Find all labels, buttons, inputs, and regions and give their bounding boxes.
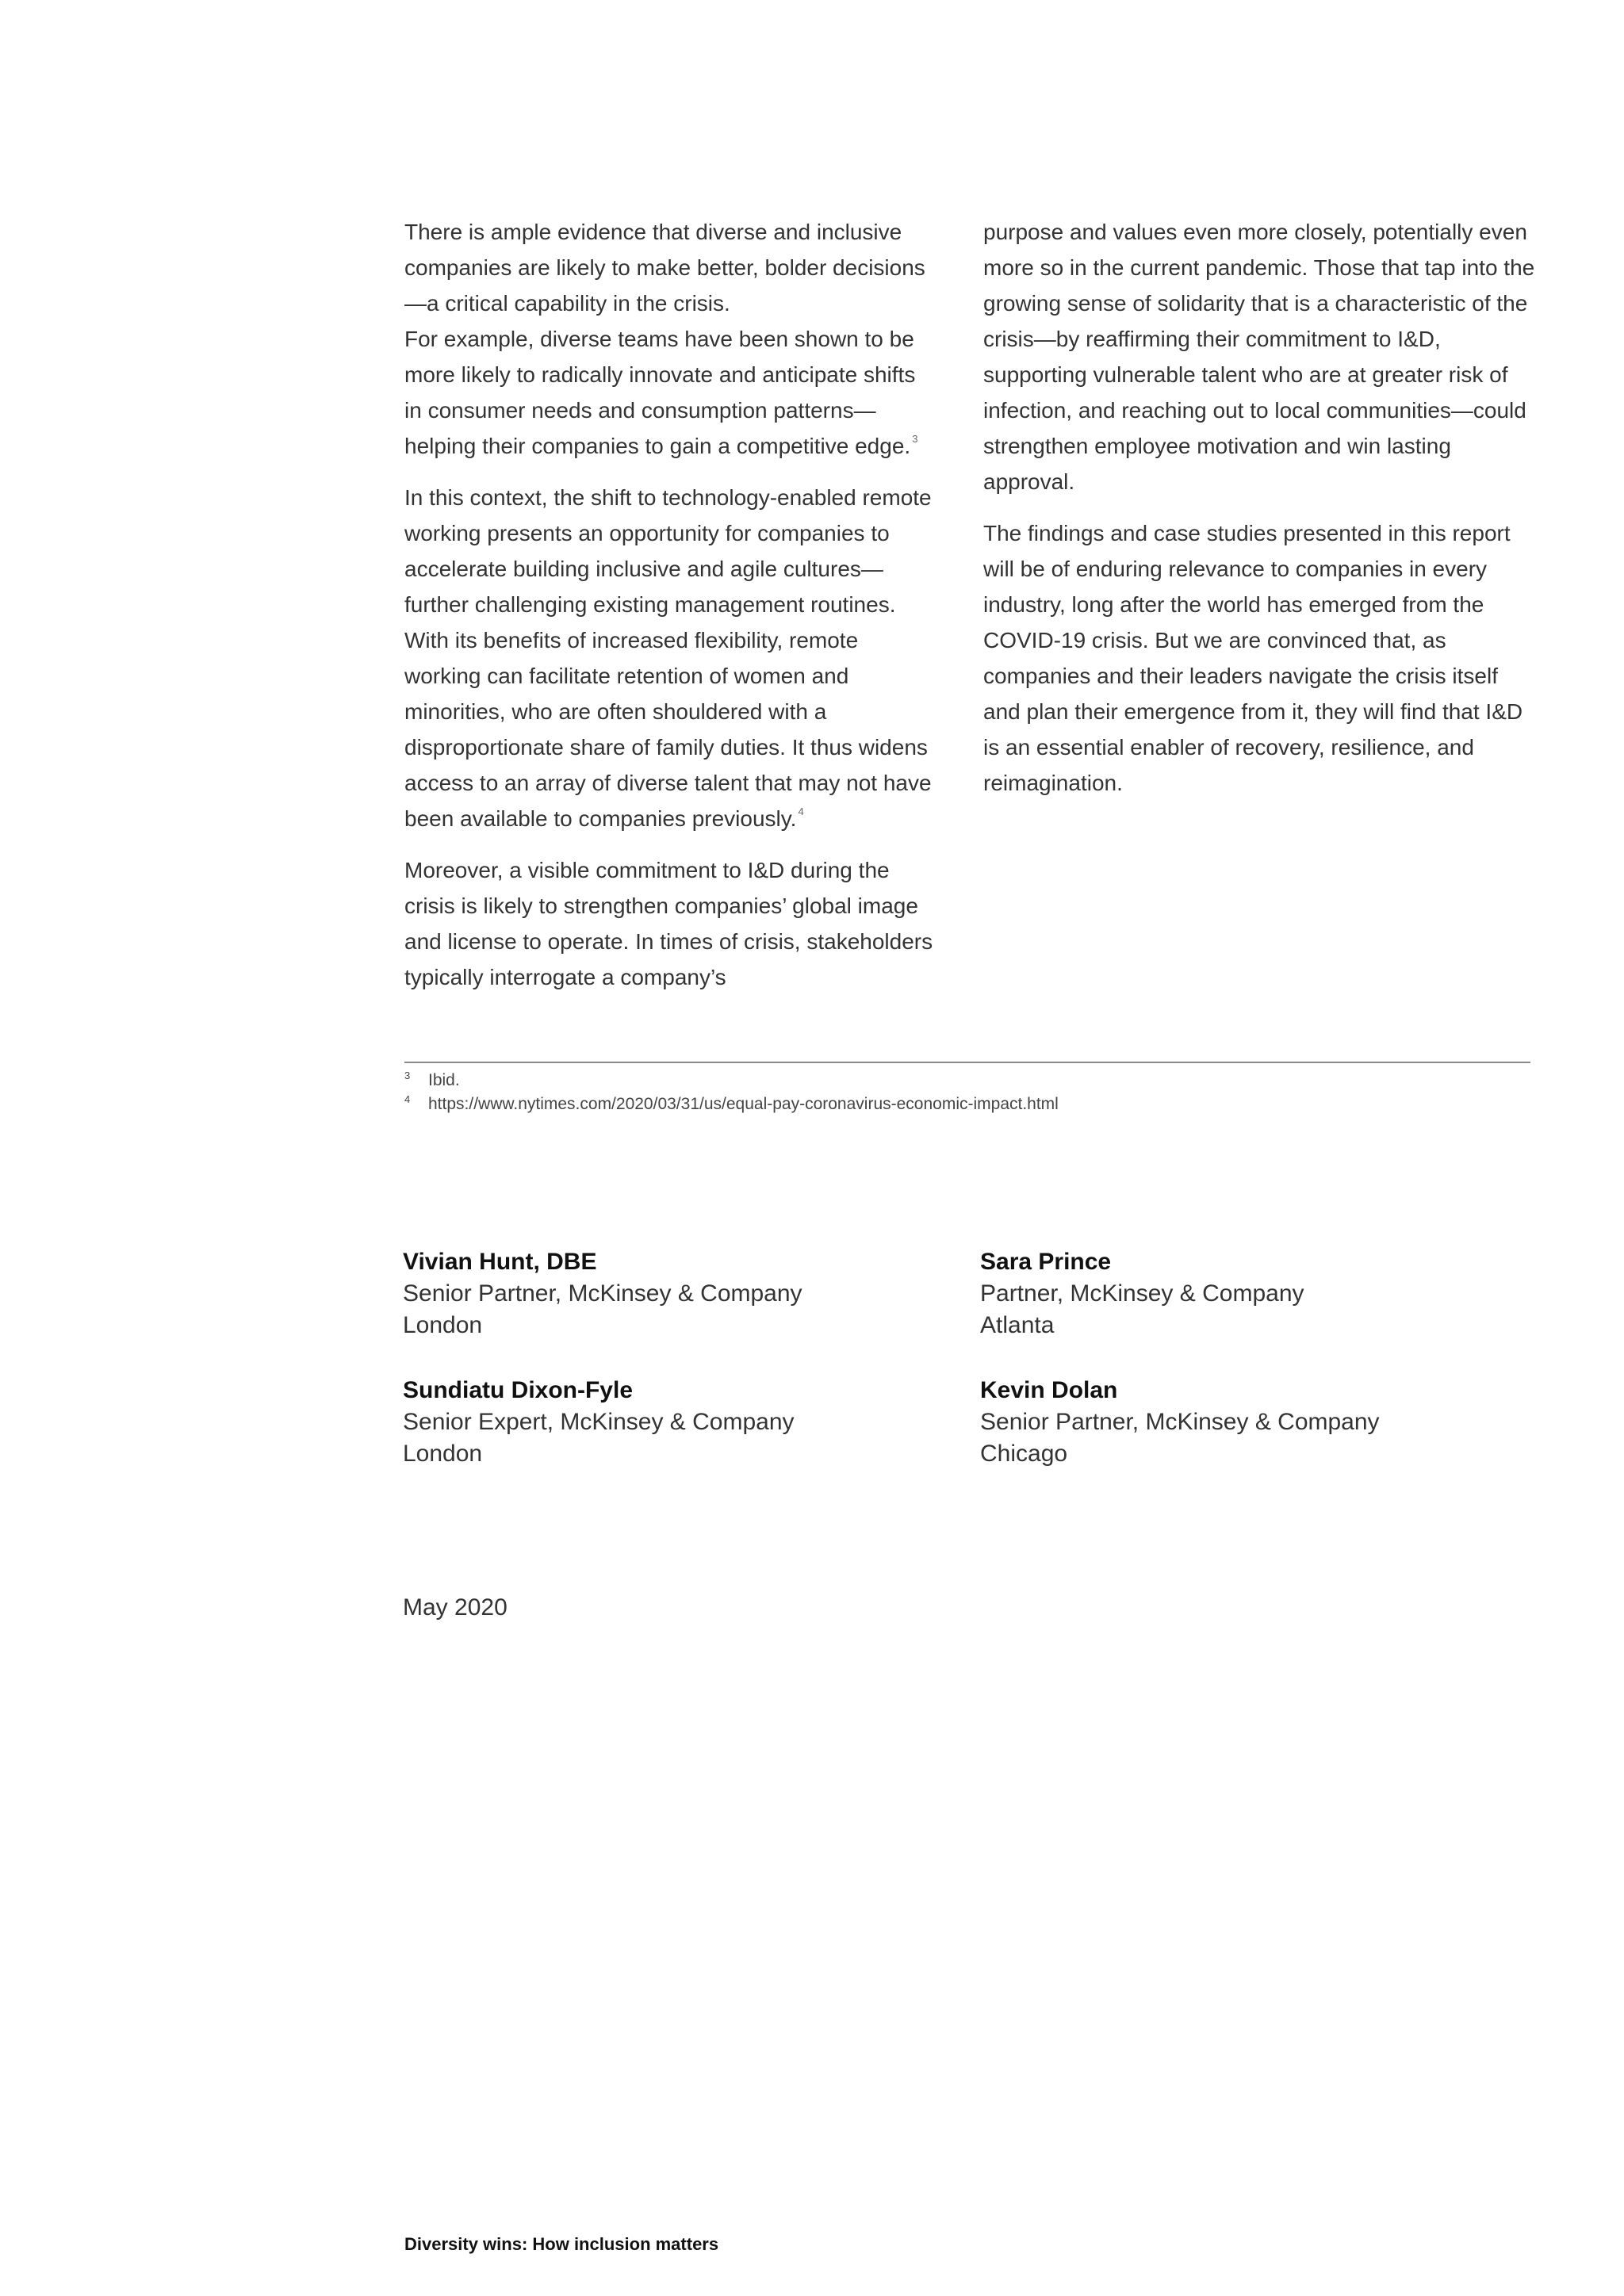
footnote-divider: [404, 1062, 1530, 1063]
page-footer-title: Diversity wins: How inclusion matters: [404, 2234, 719, 2254]
author-title: Senior Expert, McKinsey & Company: [403, 1409, 795, 1435]
paragraph: [404, 852, 936, 995]
footnote: [404, 1069, 1530, 1093]
paragraph-text: In this context, the shift to technology-enabled remote working presents an opportunity for companies to accelerate building inclusive and agile cultures—further challenging existing management routines. With its benefits of increased flexibility, remote working can facilitate retention of women and minorities, who are often shouldered with a disproportionate share of family duties. It thus widens access to an array of diverse talent that may not have been available to companies previously.: [404, 485, 932, 831]
left-text-column: [404, 214, 936, 1011]
footnote-ref[interactable]: 4: [798, 806, 804, 817]
author-name: Sara Prince: [980, 1249, 1112, 1275]
footnote-number: 4: [404, 1093, 411, 1105]
author-block: [403, 1375, 958, 1470]
author-location: London: [403, 1441, 483, 1467]
author-block: [403, 1246, 958, 1341]
paragraph-sentence: There is ample evidence that diverse and inclusive companies are likely to make better, bolder decisions—a critical capability in the crisis.: [404, 220, 925, 316]
footnote-ref[interactable]: 3: [912, 433, 918, 445]
author-location: Chicago: [980, 1441, 1068, 1467]
publication-date: May 2020: [403, 1594, 508, 1621]
author-block: [980, 1246, 1535, 1341]
paragraph: [983, 214, 1538, 499]
author-name: Kevin Dolan: [980, 1377, 1118, 1403]
author-title: Partner, McKinsey & Company: [980, 1280, 1304, 1307]
paragraph: [404, 214, 936, 464]
paragraph-text: Moreover, a visible commitment to I&D during the crisis is likely to strengthen companies’ global image and license to operate. In times of crisis, stakeholders typically interrogate a company’s: [404, 858, 933, 989]
author-title: Senior Partner, McKinsey & Company: [403, 1280, 802, 1307]
paragraph: [983, 515, 1538, 801]
author-title: Senior Partner, McKinsey & Company: [980, 1409, 1380, 1435]
author-name: Vivian Hunt, DBE: [403, 1249, 597, 1275]
author-location: Atlanta: [980, 1312, 1055, 1338]
footnote: [404, 1093, 1530, 1116]
footnote-text: Ibid.: [428, 1071, 460, 1089]
author-location: London: [403, 1312, 483, 1338]
footnotes: [404, 1069, 1530, 1116]
paragraph-sentence: For example, diverse teams have been shown to be more likely to radically innovate and anticipate shifts in consumer needs and consumption patterns—helping their companies to gain a competitive edge.: [404, 327, 916, 458]
paragraph: [404, 480, 936, 836]
right-text-column: [983, 214, 1538, 817]
footnote-link[interactable]: https://www.nytimes.com/2020/03/31/us/equal-pay-coronavirus-economic-impact.html: [428, 1095, 1059, 1113]
paragraph-text: The findings and case studies presented in this report will be of enduring relevance to companies in every industry, long after the world has emerged from the COVID-19 crisis. But we are convinced that, as companies and their leaders navigate the crisis itself and plan their emergence from it, they will find that I&D is an essential enabler of recovery, resilience, and reimagination.: [983, 521, 1523, 795]
author-name: Sundiatu Dixon-Fyle: [403, 1377, 634, 1403]
paragraph-text: purpose and values even more closely, potentially even more so in the current pandemic. Those that tap into the growing sense of solidarity that is a characteristic of the crisis—by reaffirming their commitment to I&D, supporting vulnerable talent who are at greater risk of infection, and reaching out to local communities—could strengthen employee motivation and win lasting approval.: [983, 220, 1535, 494]
author-block: [980, 1375, 1535, 1470]
footnote-number: 3: [404, 1070, 411, 1081]
